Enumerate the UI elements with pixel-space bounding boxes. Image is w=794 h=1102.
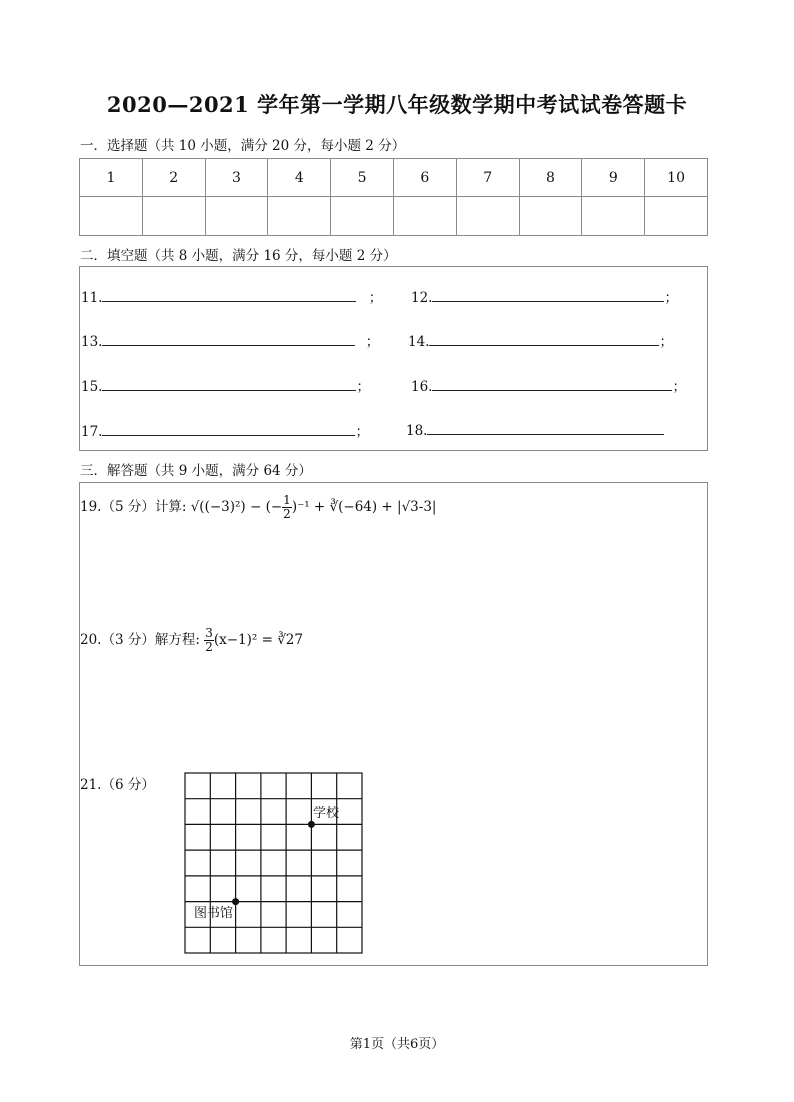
fill-item-end: ； xyxy=(672,379,686,395)
school-point xyxy=(308,821,315,828)
question-20 xyxy=(80,627,303,654)
library-label: 图书馆 xyxy=(194,906,234,921)
choice-number-row xyxy=(80,159,708,197)
choice-answer-cell[interactable] xyxy=(456,197,519,236)
page-footer: 第1页（共6页） xyxy=(349,1037,445,1052)
fill-item-number: 16. xyxy=(411,379,433,395)
section-1-label: 一．选择题（共 10 小题，满分 20 分，每小题 2 分） xyxy=(80,138,406,154)
fill-item-11[interactable] xyxy=(81,286,382,306)
choice-answer-cell[interactable] xyxy=(582,197,645,236)
fill-item-number: 11. xyxy=(81,290,103,306)
fill-item-end: ； xyxy=(355,424,369,440)
answer-line[interactable] xyxy=(427,420,664,435)
fraction-numerator: 1 xyxy=(283,493,291,507)
answer-line[interactable] xyxy=(432,376,672,391)
fill-item-number: 18. xyxy=(406,423,428,439)
fill-item-14[interactable] xyxy=(408,330,673,350)
choice-answer-cell[interactable] xyxy=(80,197,143,236)
answer-box[interactable] xyxy=(79,482,708,966)
question-20-prefix: 20.（3 分）解方程: xyxy=(80,632,200,649)
school-label: 学校 xyxy=(313,806,340,821)
choice-answer-cell[interactable] xyxy=(205,197,268,236)
fraction-denominator: 2 xyxy=(205,640,213,655)
question-20-math: (x−1)² = ∛27 xyxy=(213,632,303,649)
fill-item-15[interactable] xyxy=(81,375,370,395)
choice-number: 4 xyxy=(268,159,331,197)
fill-item-16[interactable] xyxy=(411,375,686,395)
fill-item-number: 15. xyxy=(81,379,103,395)
question-19-math-b: )⁻¹ + ∛(−64) + |√3-3| xyxy=(291,499,437,516)
fill-item-17[interactable] xyxy=(81,420,369,440)
question-19 xyxy=(80,494,436,521)
fill-item-number: 13. xyxy=(81,334,103,350)
fraction xyxy=(282,494,292,521)
choice-number: 3 xyxy=(205,159,268,197)
choice-number: 2 xyxy=(142,159,205,197)
section-2-label: 二．填空题（共 8 小题，满分 16 分，每小题 2 分） xyxy=(80,248,397,264)
answer-line[interactable] xyxy=(102,421,355,436)
answer-line[interactable] xyxy=(429,331,659,346)
fill-item-number: 12. xyxy=(411,290,433,306)
choice-answer-row xyxy=(80,197,708,236)
fraction-denominator: 2 xyxy=(283,507,291,522)
fill-item-end: ； xyxy=(368,290,383,306)
answer-line[interactable] xyxy=(102,376,356,391)
fill-item-number: 14. xyxy=(408,334,430,350)
fill-item-13[interactable] xyxy=(81,330,379,350)
choice-answer-cell[interactable] xyxy=(331,197,394,236)
choice-number: 9 xyxy=(582,159,645,197)
fill-item-end: ； xyxy=(365,334,380,350)
answer-line[interactable] xyxy=(102,331,355,346)
choice-number: 7 xyxy=(456,159,519,197)
fill-item-end: ； xyxy=(659,334,673,350)
fill-item-number: 17. xyxy=(81,424,103,440)
fraction xyxy=(204,627,214,654)
choice-answer-cell[interactable] xyxy=(645,197,708,236)
choice-number: 5 xyxy=(331,159,394,197)
question-21-prefix: 21.（6 分） xyxy=(80,777,155,793)
answer-line[interactable] xyxy=(102,287,356,302)
choice-number: 8 xyxy=(519,159,582,197)
fill-item-18[interactable] xyxy=(406,420,664,439)
library-point xyxy=(232,898,239,905)
section-3-label: 三．解答题（共 9 小题，满分 64 分） xyxy=(80,463,312,479)
fill-item-end: ； xyxy=(356,379,370,395)
choice-answer-cell[interactable] xyxy=(519,197,582,236)
choice-number: 1 xyxy=(80,159,143,197)
page-title: 2020—2021 学年第一学期八年级数学期中考试试卷答题卡 xyxy=(106,92,688,117)
choice-number: 10 xyxy=(645,159,708,197)
choice-number: 6 xyxy=(393,159,456,197)
choice-answer-cell[interactable] xyxy=(268,197,331,236)
coordinate-grid xyxy=(180,770,370,960)
choice-answer-cell[interactable] xyxy=(142,197,205,236)
choice-answer-table xyxy=(79,158,708,236)
fill-item-12[interactable] xyxy=(411,286,678,306)
choice-answer-cell[interactable] xyxy=(393,197,456,236)
question-19-math-a: √((−3)²) − (− xyxy=(190,499,283,516)
question-19-prefix: 19.（5 分）计算: xyxy=(80,499,187,516)
grid-lines xyxy=(185,773,362,953)
fill-item-end: ； xyxy=(664,290,678,306)
fraction-numerator: 3 xyxy=(205,626,213,640)
answer-line[interactable] xyxy=(432,287,664,302)
